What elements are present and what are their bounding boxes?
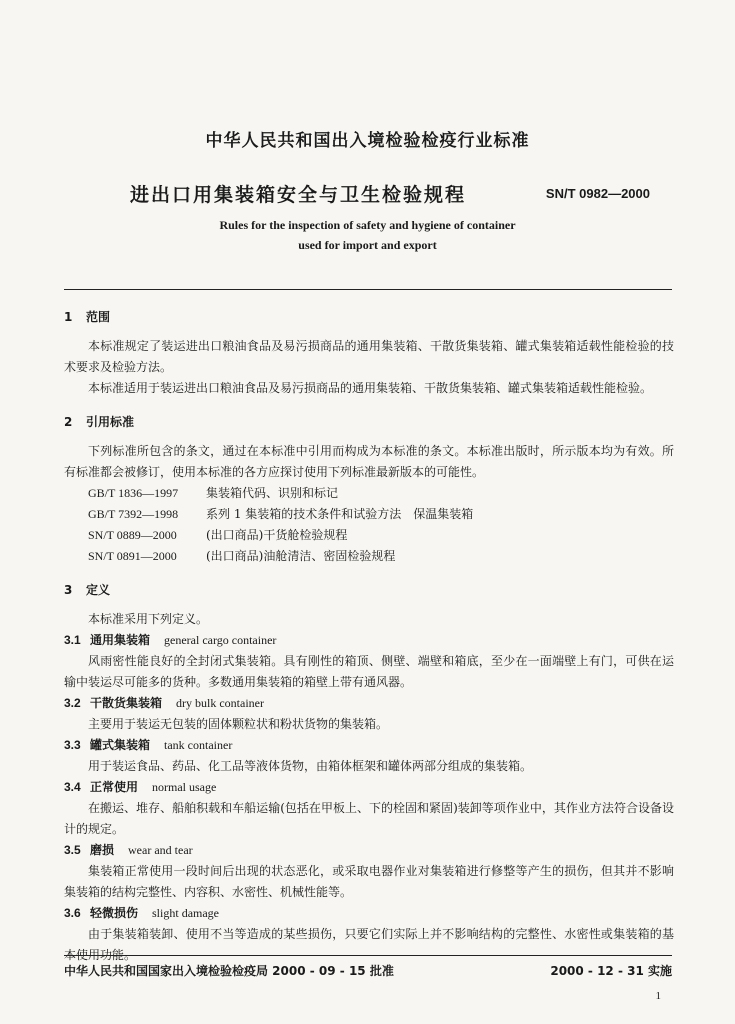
effective-date: 2000 - 12 - 31 实施 [550, 964, 672, 978]
definition-text: 用于装运食品、药品、化工品等液体货物，由箱体框架和罐体两部分组成的集装箱。 [88, 759, 533, 773]
definition-heading: 3.4 正常使用 normal usage [64, 780, 217, 794]
definition-text: 风雨密性能良好的全封闭式集装箱。具有刚性的箱顶、侧壁、端壁和箱底，至少在一面端壁上有门，可供在运输中装运尽可能多的货种。多数通用集装箱的箱壁上带有通风器。 [64, 654, 674, 689]
definition-text: 集装箱正常使用一段时间后出现的状态恶化，或采取电器作业对集装箱进行修整等产生的损伤，但其并不影响集装箱的结构完整性、内容积、水密性、机械性能等。 [64, 864, 674, 899]
reference-item: SN/T 0891—2000 (出口商品)油舱清洁、密固检验规程 [88, 549, 396, 563]
english-title-line-1: Rules for the inspection of safety and hygiene of container [219, 218, 516, 232]
section-heading-references: 2 引用标准 [64, 415, 135, 429]
reference-item: GB/T 7392—1998 系列 1 集装箱的技术条件和试验方法 保温集装箱 [88, 507, 474, 521]
document-body [64, 307, 674, 966]
definition-heading: 3.3 罐式集装箱 tank container [64, 738, 233, 752]
page-number: 1 [655, 990, 661, 1002]
definitions-intro: 本标准采用下列定义。 [88, 612, 209, 626]
section-heading-scope: 1 范围 [64, 310, 111, 324]
definition-heading: 3.2 干散货集装箱 dry bulk container [64, 696, 264, 710]
scope-paragraph-2: 本标准适用于装运进出口粮油食品及易污损商品的通用集装箱、干散货集装箱、罐式集装箱适载性能检验。 [88, 381, 653, 395]
issuing-organization: 中华人民共和国出入境检验检疫行业标准 [205, 131, 530, 151]
reference-list [64, 483, 674, 567]
definition-heading: 3.1 通用集装箱 general cargo container [64, 633, 277, 647]
header-divider [64, 289, 672, 290]
definition-heading: 3.6 轻微损伤 slight damage [64, 906, 219, 920]
footer-divider [64, 955, 672, 956]
english-title-line-2: used for import and export [298, 238, 437, 252]
standard-number: SN/T 0982—2000 [545, 186, 650, 201]
scope-paragraph-1: 本标准规定了装运进出口粮油食品及易污损商品的通用集装箱、干散货集装箱、罐式集装箱适载性能检验的技术要求及检验方法。 [64, 339, 674, 374]
references-intro: 下列标准所包含的条文，通过在本标准中引用而构成为本标准的条文。本标准出版时，所示版本均为有效。所有标准都会被修订，使用本标准的各方应探讨使用下列标准最新版本的可能性。 [64, 444, 674, 479]
definition-text: 在搬运、堆存、船舶积载和车船运输(包括在甲板上、下的栓固和紧固)装卸等项作业中，其作业方法符合设备设计的规定。 [64, 801, 674, 836]
definition-heading: 3.5 磨损 wear and tear [64, 843, 193, 857]
definition-text: 主要用于装运无包装的固体颗粒状和粉状货物的集装箱。 [88, 717, 389, 731]
standard-title-row [130, 180, 650, 210]
approval-statement: 中华人民共和国国家出入境检验检疫局 2000 - 09 - 15 批准 [64, 964, 394, 978]
standard-title: 进出口用集装箱安全与卫生检验规程 [130, 184, 467, 206]
definition-text: 由于集装箱装卸、使用不当等造成的某些损伤，只要它们实际上并不影响结构的完整性、水密性或集装箱的基本使用功能。 [64, 927, 674, 962]
section-heading-definitions: 3 定义 [64, 583, 111, 597]
reference-item: GB/T 1836—1997 集装箱代码、识别和标记 [88, 486, 339, 500]
reference-item: SN/T 0889—2000 (出口商品)干货舱检验规程 [88, 528, 348, 542]
